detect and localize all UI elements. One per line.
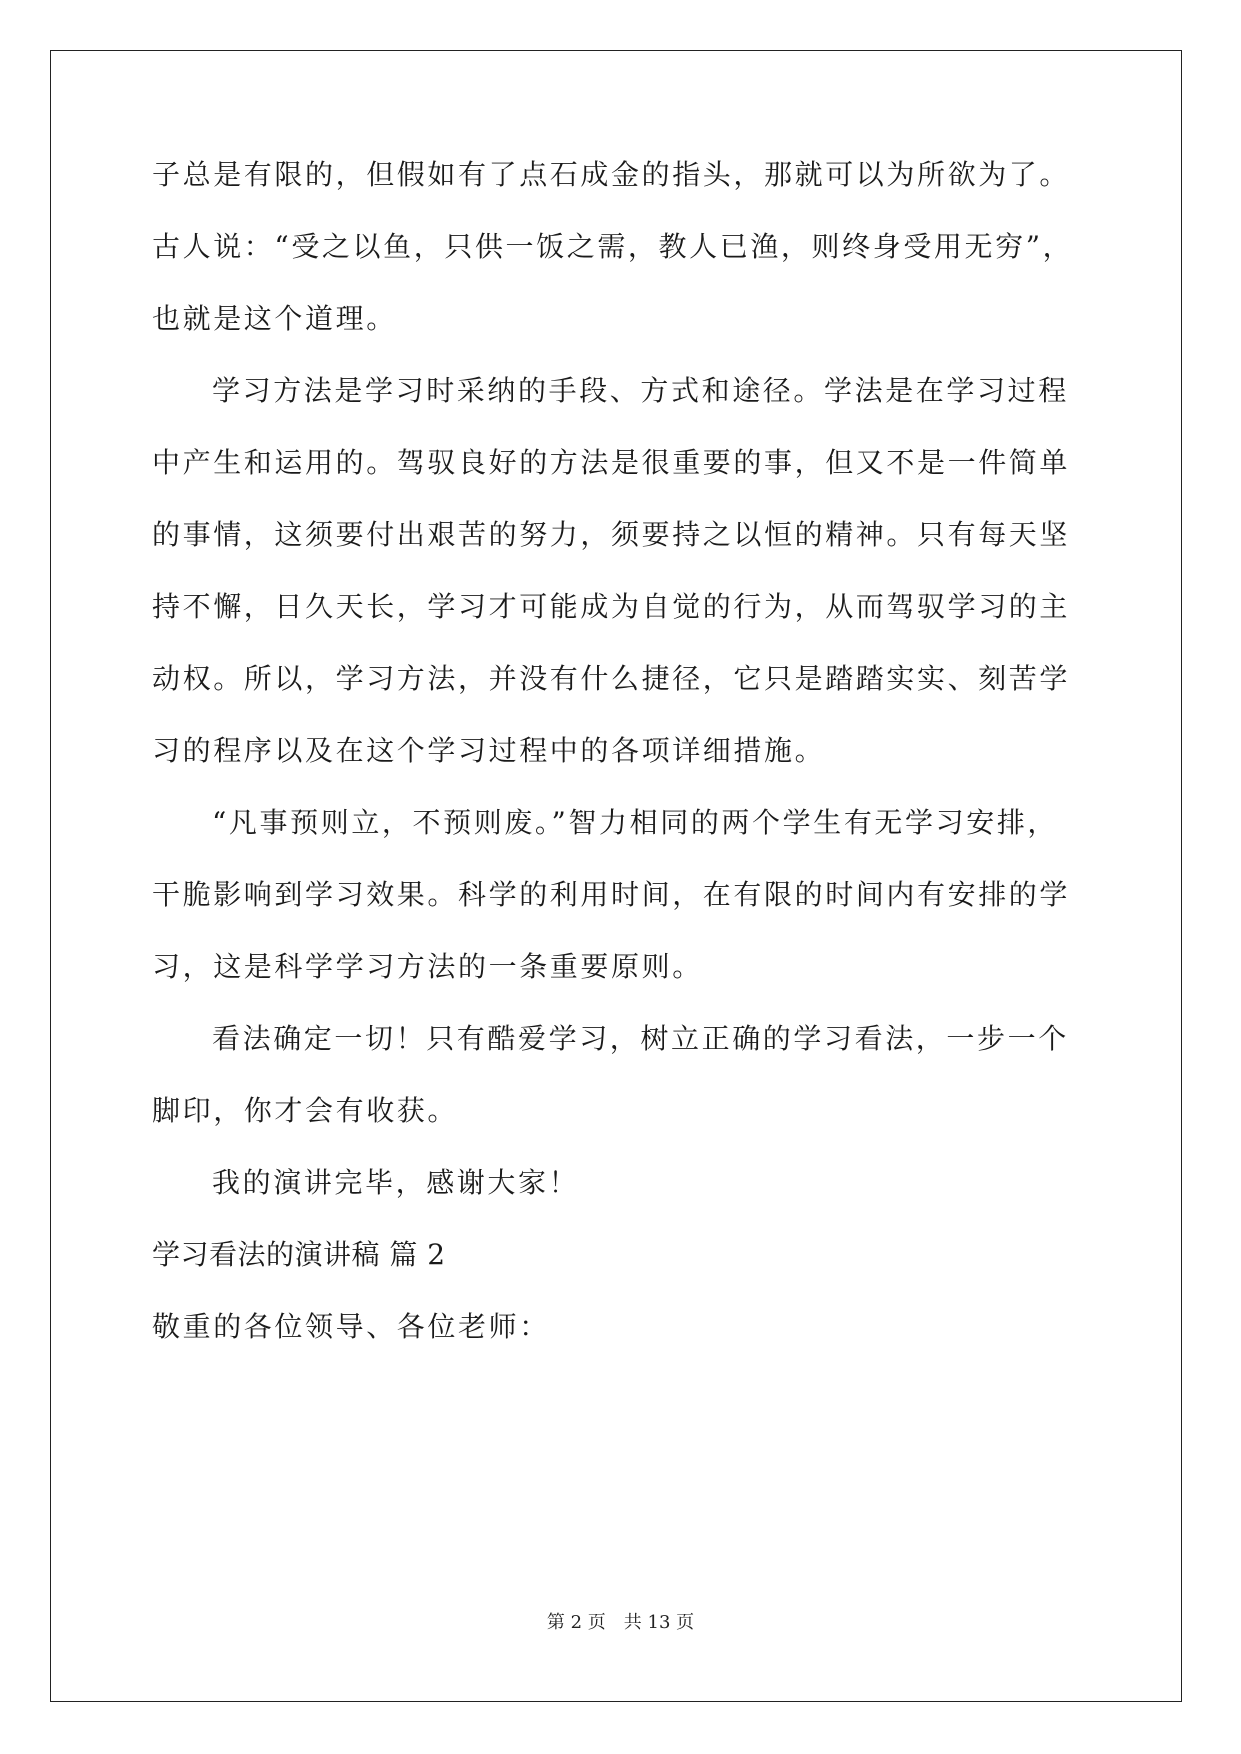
text-line: 学习方法是学习时采纳的手段、方式和途径。学法是在学习过程 — [212, 374, 1069, 407]
text-line: 动权。所以，学习方法，并没有什么捷径，它只是踏踏实实、刻苦学 — [152, 662, 1071, 695]
text-line: “凡事预则立，不预则废。”智力相同的两个学生有无学习安排， — [212, 806, 1059, 839]
text-line: 干脆影响到学习效果。科学的利用时间，在有限的时间内有安排的学 — [152, 878, 1071, 911]
text-line: 中产生和运用的。驾驭良好的方法是很重要的事，但又不是一件简单 — [152, 446, 1071, 479]
section-heading: 学习看法的演讲稿 篇 2 — [152, 1238, 446, 1271]
text-line: 古人说：“受之以鱼，只供一饭之需，教人已渔，则终身受用无穷”， — [152, 230, 1074, 263]
text-line: 持不懈，日久天长，学习才可能成为自觉的行为，从而驾驭学习的主 — [152, 590, 1071, 623]
text-line: 也就是这个道理。 — [152, 302, 397, 335]
text-line: 脚印，你才会有收获。 — [152, 1094, 459, 1127]
text-line: 我的演讲完毕，感谢大家！ — [212, 1166, 580, 1199]
page-number-footer: 第 2 页 共 13 页 — [546, 1612, 695, 1633]
text-line: 看法确定一切！只有酷爱学习，树立正确的学习看法，一步一个 — [212, 1022, 1069, 1055]
text-line: 习，这是科学学习方法的一条重要原则。 — [152, 950, 703, 983]
salutation: 敬重的各位领导、各位老师： — [152, 1310, 550, 1343]
text-line: 的事情，这须要付出艰苦的努力，须要持之以恒的精神。只有每天坚 — [152, 518, 1071, 551]
text-line: 习的程序以及在这个学习过程中的各项详细措施。 — [152, 734, 826, 767]
text-line: 子总是有限的，但假如有了点石成金的指头，那就可以为所欲为了。 — [152, 158, 1071, 191]
